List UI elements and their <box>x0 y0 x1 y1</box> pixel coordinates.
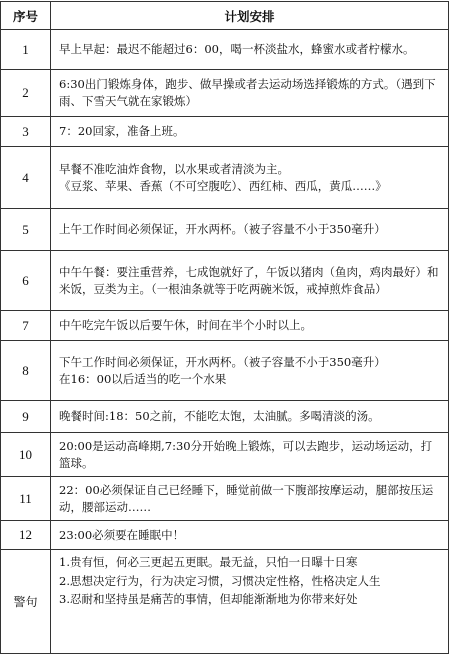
table-row <box>1 70 449 117</box>
row-number: 3 <box>1 117 51 147</box>
motto-line: 1.贵有恒，何必三更起五更眠。最无益，只怕一日曝十日寒 <box>59 555 358 569</box>
motto-row <box>1 550 449 654</box>
table-row <box>1 521 449 550</box>
row-text <box>51 341 449 401</box>
motto-line: 2.思想决定行为，行为决定习惯，习惯决定性格，性格决定人生 <box>59 573 381 588</box>
row-text: 22：00必须保证自己已经睡下，睡觉前做一下腹部按摩运动，腿部按压运动，腰部运动…… <box>51 477 449 521</box>
row-text: 中午午餐：要注重营养，七成饱就好了，午饭以猪肉（鱼肉，鸡肉最好）和米饭，豆类为主。（一根油条就等于吃两碗米饭，戒掉煎炸食品） <box>51 251 449 311</box>
table-row <box>1 147 449 209</box>
row-text: 7：20回家，准备上班。 <box>51 117 449 147</box>
row-text: 20:00是运动高峰期,7:30分开始晚上锻炼，可以去跑步，运动场运动，打篮球。 <box>51 433 449 477</box>
row-text <box>51 147 449 209</box>
motto-line: 3.忍耐和坚持虽是痛苦的事情，但却能渐渐地为你带来好处 <box>59 592 358 606</box>
row-number: 5 <box>1 209 51 251</box>
table-row <box>1 251 449 311</box>
motto-text <box>51 550 449 654</box>
schedule-table <box>0 1 449 654</box>
row-text-line: 下午工作时间必须保证，开水两杯。（被子容量不小于350毫升） <box>59 354 386 369</box>
row-text: 上午工作时间必须保证，开水两杯。（被子容量不小于350毫升） <box>51 209 449 251</box>
row-text: 中午吃完午饭以后要午休，时间在半个小时以上。 <box>51 311 449 341</box>
row-number: 2 <box>1 70 51 117</box>
row-text: 23:00必须要在睡眠中！ <box>51 521 449 550</box>
row-number: 7 <box>1 311 51 341</box>
table-row <box>1 433 449 477</box>
row-number: 1 <box>1 30 51 70</box>
header-row <box>1 2 449 30</box>
row-text-line: 早餐不准吃油炸食物，以水果或者清淡为主。 <box>59 161 289 176</box>
table-row <box>1 401 449 433</box>
table-row <box>1 117 449 147</box>
row-text: 晚餐时间:18：50之前，不能吃太饱，太油腻。多喝清淡的汤。 <box>51 401 449 433</box>
row-number: 4 <box>1 147 51 209</box>
row-text: 早上早起：最迟不能超过6：00，喝一杯淡盐水，蜂蜜水或者柠檬水。 <box>51 30 449 70</box>
table-row <box>1 341 449 401</box>
table-row <box>1 209 449 251</box>
row-text-line: 在16：00以后适当的吃一个水果 <box>59 371 227 386</box>
row-number: 11 <box>1 477 51 521</box>
header-number: 序号 <box>1 2 51 30</box>
row-number: 8 <box>1 341 51 401</box>
table-row <box>1 311 449 341</box>
row-text: 6:30出门锻炼身体，跑步、做早操或者去运动场选择锻炼的方式。（遇到下雨、下雪天气就在家锻炼） <box>51 70 449 117</box>
table-row <box>1 477 449 521</box>
row-number: 12 <box>1 521 51 550</box>
row-number: 9 <box>1 401 51 433</box>
motto-label: 警句 <box>1 550 51 654</box>
row-number: 10 <box>1 433 51 477</box>
row-text-line: 《豆浆、苹果、香蕉（不可空腹吃）、西红柿、西瓜，黄瓜……》 <box>59 178 387 193</box>
table-row <box>1 30 449 70</box>
header-plan: 计划安排 <box>51 2 449 30</box>
row-number: 6 <box>1 251 51 311</box>
